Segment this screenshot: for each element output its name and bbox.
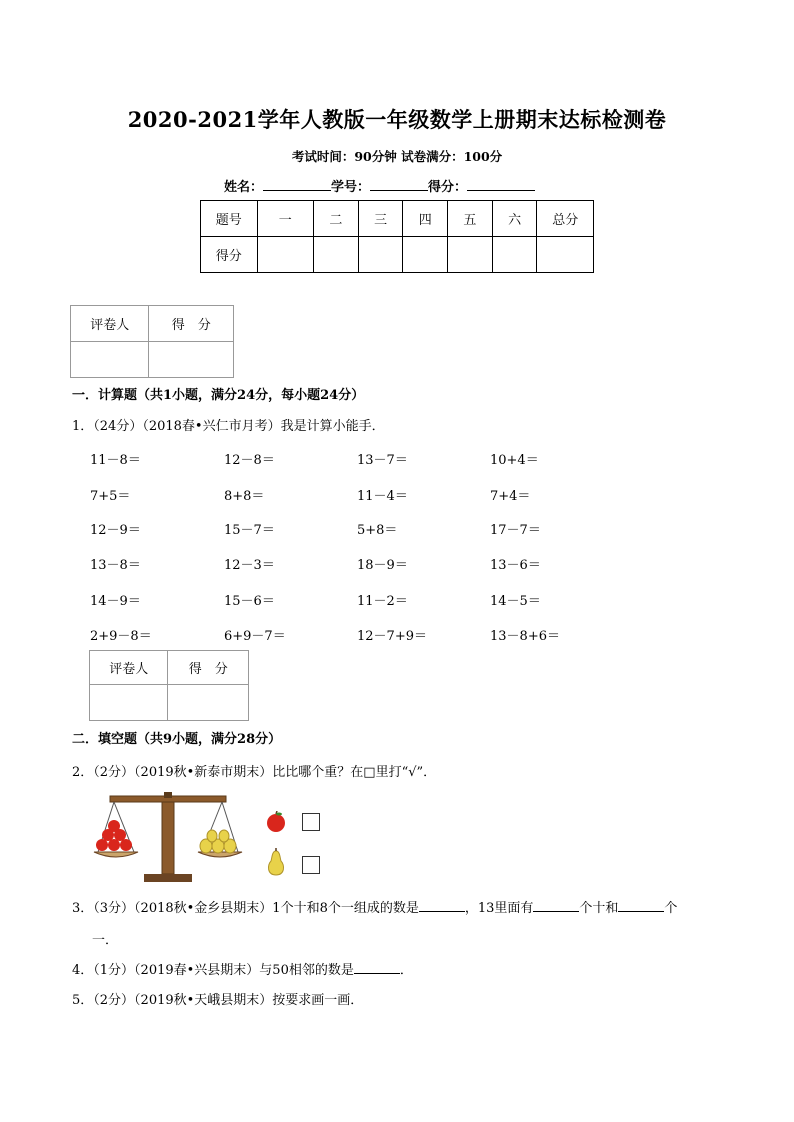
calc-problem: 12－3＝: [224, 558, 275, 573]
score-label: 得 分: [168, 651, 249, 685]
score-cell[interactable]: [537, 237, 594, 273]
calc-problem: 7+5＝: [90, 489, 131, 504]
score-table-header: 五: [448, 201, 493, 237]
calc-problem: 14－9＝: [90, 594, 141, 609]
calc-problem: 13－6＝: [490, 558, 541, 573]
page-title: 2020-2021学年人教版一年级数学上册期末达标检测卷: [127, 107, 667, 132]
question-1: 1．（24分）（2018春•兴仁市月考）我是计算小能手．: [72, 419, 385, 434]
calc-problem: 12－7+9＝: [357, 629, 427, 644]
calc-problem: 18－9＝: [357, 558, 408, 573]
calc-problem: 15－7＝: [224, 523, 275, 538]
id-blank[interactable]: [370, 177, 428, 191]
question-4-text: ．: [399, 963, 413, 978]
pear-icon: [264, 848, 288, 878]
calc-problem: 15－6＝: [224, 594, 275, 609]
calc-problem: 2+9－8＝: [90, 629, 152, 644]
calc-problem: 10+4＝: [490, 453, 539, 468]
apple-icon: [265, 811, 287, 833]
id-label: 学号：: [331, 180, 371, 195]
calc-problem: 17－7＝: [490, 523, 541, 538]
name-label: 姓名：: [224, 180, 264, 195]
calc-problem: 14－5＝: [490, 594, 541, 609]
question-5: 5．（2分）（2019秋•天峨县期末）按要求画一画．: [72, 993, 364, 1008]
score-cell[interactable]: [492, 237, 537, 273]
question-3-text: ，13里面有: [464, 901, 534, 916]
score-table-header: 题号: [201, 201, 258, 237]
question-4-text: 4．（1分）（2019春•兴县期末）与50相邻的数是: [72, 963, 354, 978]
score-cell[interactable]: [257, 237, 314, 273]
score-table-header: 三: [358, 201, 403, 237]
score-table-header: 六: [492, 201, 537, 237]
reviewer-cell[interactable]: [71, 342, 149, 378]
score-row-label: 得分: [201, 237, 258, 273]
question-3-text: 个: [664, 901, 678, 916]
calc-problem: 13－8＝: [90, 558, 141, 573]
score-table-header: 四: [403, 201, 448, 237]
reviewer-cell[interactable]: [90, 685, 168, 721]
score-cell[interactable]: [149, 342, 234, 378]
answer-blank[interactable]: [533, 898, 579, 912]
score-cell[interactable]: [448, 237, 493, 273]
answer-blank[interactable]: [618, 898, 664, 912]
score-label: 得 分: [149, 306, 234, 342]
student-info-line: [224, 176, 535, 195]
score-cell[interactable]: [168, 685, 249, 721]
question-3-text: 3．（3分）（2018秋•金乡县期末）1个十和8个一组成的数是: [72, 901, 419, 916]
exam-subtitle: 考试时间：90分钟 试卷满分：100分: [291, 149, 503, 164]
question-3-continued: 一．: [92, 933, 119, 948]
score-cell[interactable]: [358, 237, 403, 273]
question-4: [72, 959, 413, 978]
section-heading: 一．计算题（共1小题，满分24分，每小题24分）: [72, 388, 365, 403]
calc-problem: 11－4＝: [357, 489, 408, 504]
calc-problem: 12－8＝: [224, 453, 275, 468]
calc-problem: 12－9＝: [90, 523, 141, 538]
score-table-header: 二: [314, 201, 359, 237]
calc-problem: 8+8＝: [224, 489, 265, 504]
name-blank[interactable]: [263, 177, 331, 191]
calc-problem: 11－8＝: [90, 453, 141, 468]
reviewer-label: 评卷人: [90, 651, 168, 685]
reviewer-table: [89, 650, 249, 721]
score-cell[interactable]: [403, 237, 448, 273]
question-3-text: 个十和: [579, 901, 619, 916]
score-table-header: 一: [257, 201, 314, 237]
reviewer-table: [70, 305, 234, 378]
checkbox-apple[interactable]: [302, 813, 320, 831]
calc-problem: 11－2＝: [357, 594, 408, 609]
balance-scale-icon: [88, 790, 248, 886]
calc-problem: 7+4＝: [490, 489, 531, 504]
score-table: [200, 200, 594, 273]
question-2: 2．（2分）（2019秋•新泰市期末）比比哪个重？在□里打“√”．: [72, 765, 437, 780]
answer-blank[interactable]: [419, 898, 465, 912]
score-table-header: 总分: [537, 201, 594, 237]
score-cell[interactable]: [314, 237, 359, 273]
reviewer-label: 评卷人: [71, 306, 149, 342]
score-blank[interactable]: [467, 177, 535, 191]
calc-problem: 5+8＝: [357, 523, 398, 538]
calc-problem: 13－7＝: [357, 453, 408, 468]
question-3: [72, 897, 677, 916]
calc-problem: 13－8+6＝: [490, 629, 560, 644]
calc-problem: 6+9－7＝: [224, 629, 286, 644]
section-heading: 二．填空题（共9小题，满分28分）: [72, 732, 282, 747]
checkbox-pear[interactable]: [302, 856, 320, 874]
answer-blank[interactable]: [354, 960, 400, 974]
score-label: 得分：: [428, 180, 468, 195]
